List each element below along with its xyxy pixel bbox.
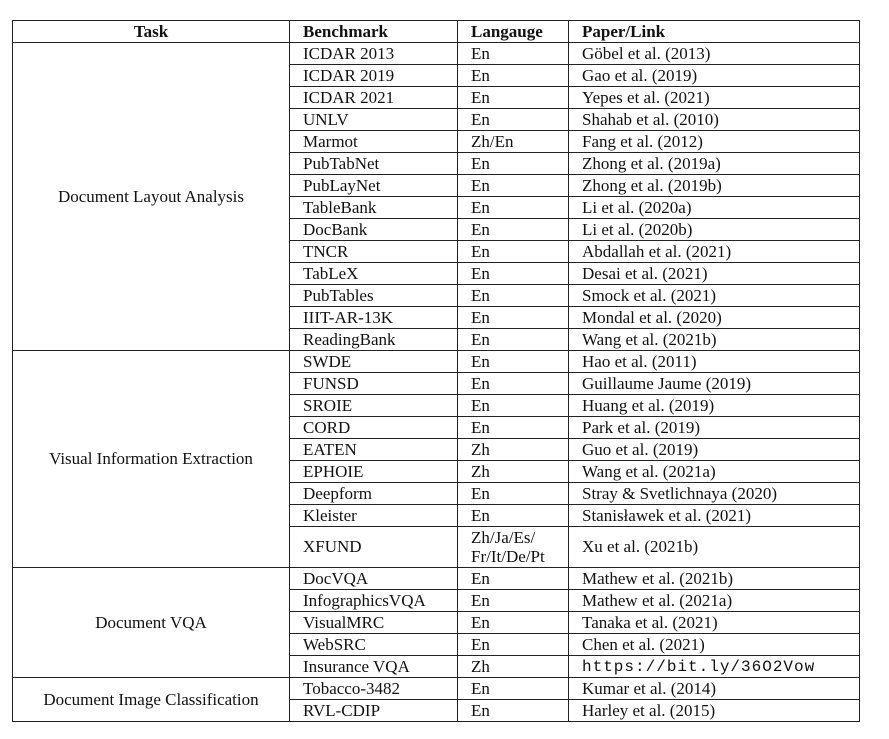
paper-cell: Huang et al. (2019) [569, 395, 860, 417]
header-row [13, 21, 860, 43]
benchmark-cell: SWDE [290, 351, 458, 373]
table-row [13, 678, 860, 700]
language-cell: En [458, 395, 569, 417]
language-cell: En [458, 329, 569, 351]
benchmark-cell: ICDAR 2019 [290, 65, 458, 87]
paper-cell: Shahab et al. (2010) [569, 109, 860, 131]
benchmark-cell: RVL-CDIP [290, 700, 458, 722]
benchmark-cell: InfographicsVQA [290, 590, 458, 612]
task-cell: Document Layout Analysis [13, 43, 290, 351]
benchmark-table [12, 20, 860, 722]
paper-cell: Mondal et al. (2020) [569, 307, 860, 329]
language-cell: En [458, 373, 569, 395]
benchmark-cell: Kleister [290, 505, 458, 527]
language-cell: En [458, 417, 569, 439]
benchmark-cell: VisualMRC [290, 612, 458, 634]
language-cell: En [458, 197, 569, 219]
paper-cell: Stanisławek et al. (2021) [569, 505, 860, 527]
paper-cell: Tanaka et al. (2021) [569, 612, 860, 634]
benchmark-cell: PubLayNet [290, 175, 458, 197]
language-cell: En [458, 219, 569, 241]
language-cell: En [458, 43, 569, 65]
language-cell: En [458, 612, 569, 634]
paper-cell: Li et al. (2020b) [569, 219, 860, 241]
paper-cell: Park et al. (2019) [569, 417, 860, 439]
paper-cell: Abdallah et al. (2021) [569, 241, 860, 263]
benchmark-cell: EATEN [290, 439, 458, 461]
benchmark-cell: IIIT-AR-13K [290, 307, 458, 329]
language-header: Langauge [458, 21, 569, 43]
task-cell: Document VQA [13, 568, 290, 678]
language-cell: En [458, 87, 569, 109]
language-cell: En [458, 263, 569, 285]
language-cell: Zh/Ja/Es/ Fr/It/De/Pt [458, 527, 569, 568]
table-body [13, 43, 860, 722]
paper-cell: Fang et al. (2012) [569, 131, 860, 153]
benchmark-cell: TabLeX [290, 263, 458, 285]
table-row [13, 43, 860, 65]
language-cell: En [458, 307, 569, 329]
paper-cell: Desai et al. (2021) [569, 263, 860, 285]
benchmark-cell: DocVQA [290, 568, 458, 590]
language-cell: En [458, 634, 569, 656]
benchmark-cell: Insurance VQA [290, 656, 458, 678]
language-cell: En [458, 568, 569, 590]
language-cell: En [458, 483, 569, 505]
paper-cell: Wang et al. (2021b) [569, 329, 860, 351]
paper-cell: Harley et al. (2015) [569, 700, 860, 722]
benchmark-cell: DocBank [290, 219, 458, 241]
benchmark-cell: XFUND [290, 527, 458, 568]
paper-cell: Mathew et al. (2021a) [569, 590, 860, 612]
language-cell: En [458, 678, 569, 700]
benchmark-cell: PubTables [290, 285, 458, 307]
language-cell: En [458, 175, 569, 197]
task-header: Task [13, 21, 290, 43]
benchmark-header: Benchmark [290, 21, 458, 43]
benchmark-cell: TNCR [290, 241, 458, 263]
paper-cell: Gao et al. (2019) [569, 65, 860, 87]
paper-cell: Li et al. (2020a) [569, 197, 860, 219]
benchmark-cell: ICDAR 2021 [290, 87, 458, 109]
paper-cell: Zhong et al. (2019b) [569, 175, 860, 197]
benchmark-cell: Marmot [290, 131, 458, 153]
language-cell: En [458, 65, 569, 87]
language-cell: Zh [458, 439, 569, 461]
task-cell: Visual Information Extraction [13, 351, 290, 568]
paper-cell: Xu et al. (2021b) [569, 527, 860, 568]
paper-header: Paper/Link [569, 21, 860, 43]
paper-cell: Hao et al. (2011) [569, 351, 860, 373]
paper-cell: Kumar et al. (2014) [569, 678, 860, 700]
language-cell: Zh [458, 656, 569, 678]
benchmark-cell: WebSRC [290, 634, 458, 656]
benchmark-cell: EPHOIE [290, 461, 458, 483]
language-cell: En [458, 351, 569, 373]
paper-cell: Guillaume Jaume (2019) [569, 373, 860, 395]
benchmark-cell: SROIE [290, 395, 458, 417]
language-cell: Zh/En [458, 131, 569, 153]
paper-cell: Wang et al. (2021a) [569, 461, 860, 483]
paper-cell: Chen et al. (2021) [569, 634, 860, 656]
task-cell: Document Image Classification [13, 678, 290, 722]
paper-cell: https://bit.ly/36O2Vow [569, 656, 860, 678]
language-cell: En [458, 700, 569, 722]
benchmark-cell: Deepform [290, 483, 458, 505]
language-cell: En [458, 505, 569, 527]
benchmark-cell: FUNSD [290, 373, 458, 395]
paper-cell: Zhong et al. (2019a) [569, 153, 860, 175]
paper-cell: Stray & Svetlichnaya (2020) [569, 483, 860, 505]
paper-cell: Yepes et al. (2021) [569, 87, 860, 109]
paper-cell: Mathew et al. (2021b) [569, 568, 860, 590]
paper-cell: Guo et al. (2019) [569, 439, 860, 461]
language-cell: Zh [458, 461, 569, 483]
benchmark-cell: CORD [290, 417, 458, 439]
paper-cell: Smock et al. (2021) [569, 285, 860, 307]
benchmark-cell: TableBank [290, 197, 458, 219]
benchmark-cell: Tobacco-3482 [290, 678, 458, 700]
benchmark-cell: ICDAR 2013 [290, 43, 458, 65]
language-cell: En [458, 109, 569, 131]
language-cell: En [458, 590, 569, 612]
language-cell: En [458, 285, 569, 307]
table-row [13, 568, 860, 590]
language-cell: En [458, 153, 569, 175]
language-cell: En [458, 241, 569, 263]
benchmark-cell: UNLV [290, 109, 458, 131]
table-row [13, 351, 860, 373]
paper-cell: Göbel et al. (2013) [569, 43, 860, 65]
benchmark-cell: ReadingBank [290, 329, 458, 351]
benchmark-cell: PubTabNet [290, 153, 458, 175]
